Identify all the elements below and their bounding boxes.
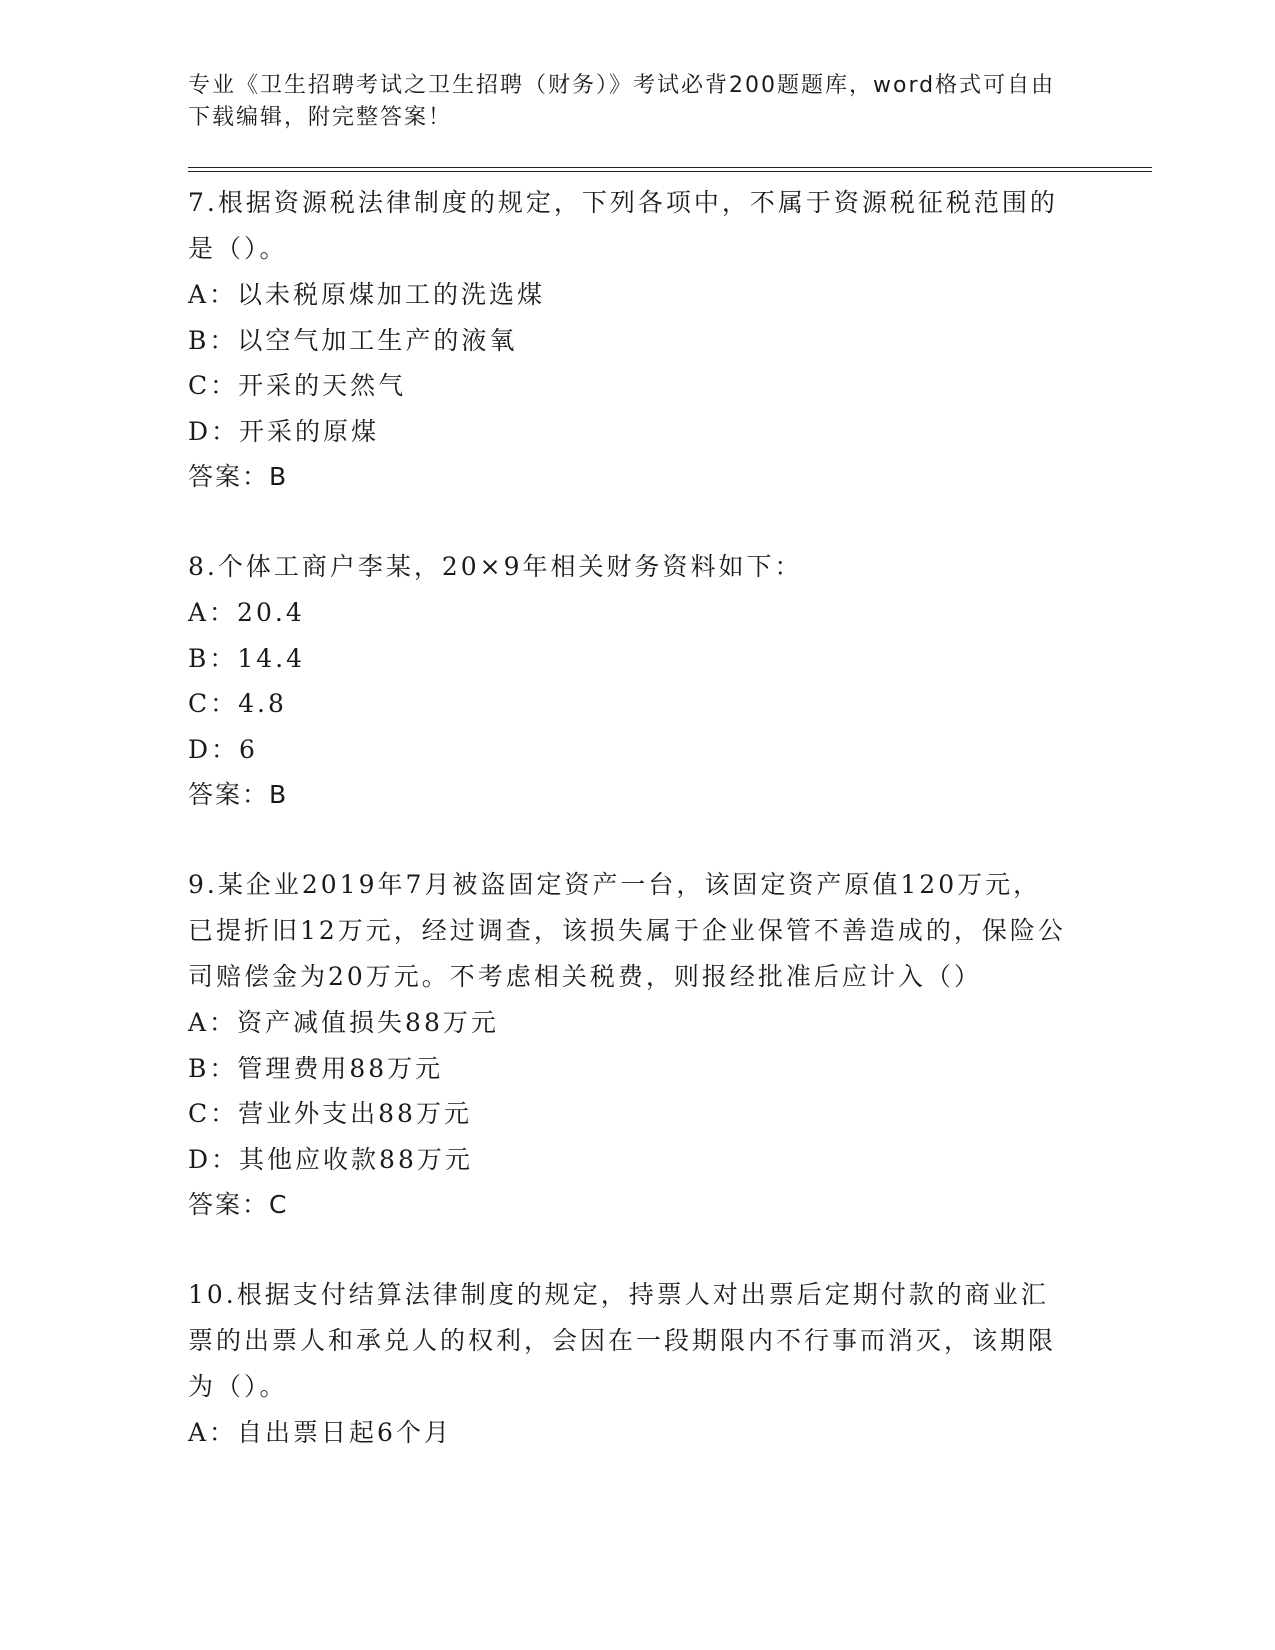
question-10 xyxy=(188,1272,1148,1456)
option-d: D：其他应收款88万元 xyxy=(188,1144,473,1174)
question-stem: 10.根据支付结算法律制度的规定，持票人对出票后定期付款的商业汇票的出票人和承兑人的权利，会因在一段期限内不行事而消灭，该期限为（）。 xyxy=(188,1280,1057,1401)
question-7 xyxy=(188,180,1148,500)
question-stem: 7.根据资源税法律制度的规定，下列各项中，不属于资源税征税范围的是（）。 xyxy=(188,188,1058,263)
answer-label: 答案：B xyxy=(188,780,289,809)
option-c: C：营业外支出88万元 xyxy=(188,1099,472,1128)
option-d: D：开采的原煤 xyxy=(188,416,380,446)
question-9 xyxy=(188,862,1148,1228)
answer-label: 答案：B xyxy=(188,462,289,491)
option-a: A：以未税原煤加工的洗选煤 xyxy=(188,280,546,309)
document-page xyxy=(188,70,1148,1456)
option-a: A：自出票日起6个月 xyxy=(188,1418,452,1447)
question-gap xyxy=(188,818,1148,862)
option-b: B：管理费用88万元 xyxy=(188,1053,444,1083)
option-c: C：4.8 xyxy=(188,689,287,718)
option-a: A：资产减值损失88万元 xyxy=(188,1008,499,1037)
answer-label: 答案：C xyxy=(188,1190,289,1219)
option-c: C：开采的天然气 xyxy=(188,371,407,400)
document-header: 专业《卫生招聘考试之卫生招聘（财务）》考试必背200题题库，word格式可自由下载编辑，附完整答案！ xyxy=(188,73,1056,130)
question-gap xyxy=(188,500,1148,544)
question-stem: 8.个体工商户李某，20×9年相关财务资料如下： xyxy=(188,552,803,581)
divider-line-top xyxy=(188,167,1152,168)
question-gap xyxy=(188,1228,1148,1272)
divider-line-bottom xyxy=(188,171,1152,172)
question-stem: 9.某企业2019年7月被盗固定资产一台，该固定资产原值120万元，已提折旧12万元，经过调查，该损失属于企业保管不善造成的，保险公司赔偿金为20万元。不考虑相关税费，则报经批准后应计入（） xyxy=(188,870,1066,991)
option-b: B：以空气加工生产的液氧 xyxy=(188,325,518,355)
header-divider xyxy=(188,167,1152,172)
option-d: D：6 xyxy=(188,734,258,764)
option-b: B：14.4 xyxy=(188,643,306,673)
question-list xyxy=(188,180,1148,1456)
option-a: A：20.4 xyxy=(188,598,305,627)
question-8 xyxy=(188,544,1148,818)
